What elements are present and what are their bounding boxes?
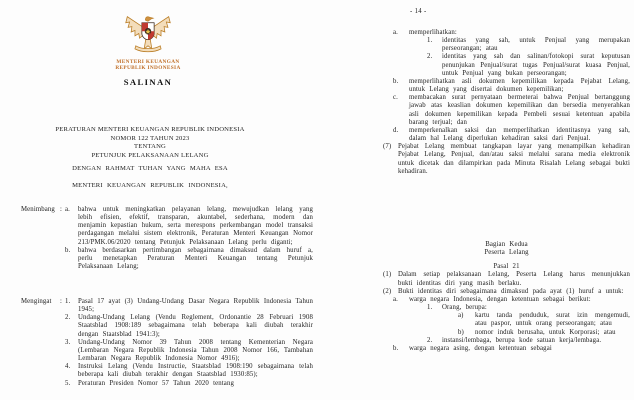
title-line-3: TENTANG bbox=[133, 143, 166, 151]
list-item-text: Bukti identitas diri sebagaimana dimaksud pada ayat (1) huruf a untuk: bbox=[398, 287, 624, 295]
list-marker: b. bbox=[393, 77, 399, 85]
list-item bbox=[383, 143, 630, 176]
list-item-text: instansi/lembaga, berupa kode satuan kerja/lembaga. bbox=[442, 336, 602, 344]
list-item bbox=[427, 337, 630, 345]
list-item-text: memperlihatkan asli dokumen kepemilikan kepada Pejabat Lelang, untuk Lelang yang disertai dokumen kepemilikan; bbox=[409, 77, 630, 94]
list-item bbox=[393, 296, 630, 304]
list-item-text: memperkenalkan saksi dan memperlihatkan identitasnya yang sah, dalam hal Lelang diperlukan kehadiran saksi dari Penjual. bbox=[409, 126, 630, 143]
list-item-text: Pasal 17 ayat (3) Undang-Undang Dasar Negara Republik Indonesia Tahun 1945; bbox=[78, 298, 313, 314]
letterhead bbox=[0, 10, 296, 87]
list-item bbox=[65, 339, 313, 363]
list-marker: 2. bbox=[427, 336, 433, 344]
mengingat-section bbox=[21, 298, 313, 388]
title-line-4: PETUNJUK PELAKSANAAN LELANG bbox=[91, 151, 209, 159]
list-item bbox=[65, 206, 313, 247]
list-marker: 1. bbox=[427, 304, 433, 312]
list-item-text: Peraturan Presiden Nomor 57 Tahun 2020 tentang bbox=[78, 379, 234, 387]
list-item bbox=[458, 329, 630, 337]
list-marker: c. bbox=[393, 94, 398, 102]
page-right bbox=[380, 0, 634, 400]
copy-label: SALINAN bbox=[123, 76, 173, 87]
list-item bbox=[65, 247, 313, 271]
regulation-title bbox=[0, 126, 300, 160]
list-item bbox=[393, 29, 630, 37]
list-marker: b. bbox=[393, 344, 399, 352]
list-item bbox=[458, 312, 630, 328]
list-marker: (7) bbox=[383, 143, 392, 151]
ministry-name-line2: REPUBLIK INDONESIA bbox=[115, 65, 181, 72]
mengingat-colon: : bbox=[60, 298, 63, 305]
list-item-text: warga negara Indonesia, dengan ketentuan sebagai berikut: bbox=[409, 295, 591, 303]
list-item-text: Undang-Undang Lelang (Vendu Reglement, Ordonantie 28 Februari 1908 Staatsblad 1908:189 sebagaimana telah beberapa kali diubah terakhir dengan Staatsblad 1941:3); bbox=[78, 314, 313, 338]
list-item bbox=[65, 363, 313, 379]
list-marker: a) bbox=[458, 312, 464, 320]
list-marker: 5. bbox=[65, 379, 71, 387]
list-marker: 2. bbox=[427, 53, 433, 61]
pasal-heading: Pasal 21 bbox=[493, 263, 520, 271]
title-line-1: PERATURAN MENTERI KEUANGAN REPUBLIK INDONESIA bbox=[55, 126, 245, 133]
list-item-text: identitas yang sah, untuk Penjual yang merupakan perseorangan; atau bbox=[442, 37, 630, 53]
section-heading-line1: Bagian Kedua bbox=[485, 241, 528, 248]
mengingat-label: Mengingat bbox=[21, 298, 52, 305]
list-marker: 4. bbox=[65, 363, 71, 371]
list-marker: a. bbox=[393, 29, 398, 36]
list-item-text: identitas yang sah dan salinan/fotokopi surat keputusan penunjukan Penjual/surat tugas Penjual/surat kuasa Penjual, untuk Penjual yang bukan perseorangan; bbox=[442, 53, 630, 77]
right-upper-list bbox=[383, 29, 630, 176]
list-item-text: Undang-Undang Nomor 39 Tahun 2008 tentang Kementerian Negara (Lembaran Negara Republik Indonesia Tahun 2008 Nomor 166, Tambahan Lembaran Negara Republik Indonesia Nomor 4916); bbox=[78, 338, 313, 363]
list-marker: (1) bbox=[383, 271, 392, 279]
page-number: - 14 - bbox=[410, 8, 427, 15]
list-item bbox=[393, 345, 630, 353]
list-item bbox=[427, 37, 630, 53]
list-item bbox=[383, 271, 630, 287]
list-marker: a. bbox=[393, 295, 398, 303]
list-item bbox=[427, 53, 630, 77]
list-item-text: memperlihatkan: bbox=[409, 29, 457, 36]
list-marker: d. bbox=[393, 126, 399, 134]
list-marker: 1. bbox=[65, 298, 71, 305]
list-item bbox=[65, 314, 313, 338]
list-item-text: Pejabat Lelang membuat tangkapan layar yang menampilkan kehadiran Pejabat Lelang, Penjual, dan/atau saksi melalui sarana media elektronik untuk dicetak dan dilampirkan pada Minuta Risalah Lelang sebagai bukti kehadiran. bbox=[398, 143, 630, 175]
list-item bbox=[65, 298, 313, 314]
list-item bbox=[427, 304, 630, 312]
ministry-name-line1: MENTERI KEUANGAN bbox=[116, 59, 180, 65]
list-item-text: bahwa berdasarkan pertimbangan sebagaimana dimaksud dalam huruf a, perlu menetapkan Peraturan Menteri Keuangan tentang Petunjuk Pelaksanaan Lelang; bbox=[78, 246, 313, 271]
menimbang-colon: : bbox=[60, 206, 63, 213]
list-item bbox=[393, 78, 630, 94]
list-item-text: Dalam setiap pelaksanaan Lelang, Peserta Lelang harus menunjukkan bukti identitas diri yang masih berlaku. bbox=[398, 271, 630, 287]
section-heading-line2: Peserta Lelang bbox=[484, 249, 529, 257]
list-marker: b. bbox=[65, 246, 71, 254]
menimbang-section bbox=[21, 206, 313, 271]
list-item-text: kartu tanda penduduk, surat izin mengemudi, atau paspor, untuk orang perseorangan; atau bbox=[475, 312, 630, 328]
list-item bbox=[383, 288, 630, 296]
list-marker: a. bbox=[65, 206, 70, 213]
title-line-2: NOMOR 122 TAHUN 2023 bbox=[110, 134, 190, 142]
list-marker: 3. bbox=[65, 338, 71, 346]
list-marker: 2. bbox=[65, 314, 71, 322]
list-item-text: Instruksi Lelang (Vendu Instructie, Staatsblad 1908:190 sebagaimana telah beberapa kali diubah terakhir dengan Staatsblad 1930:85); bbox=[78, 363, 313, 379]
list-item-text: Orang, berupa: bbox=[442, 304, 487, 312]
motto-line: DENGAN RAHMAT TUHAN YANG MAHA ESA bbox=[72, 165, 228, 172]
list-marker: 1. bbox=[427, 37, 433, 45]
right-lower-block bbox=[383, 241, 630, 353]
list-item bbox=[65, 380, 313, 388]
list-item-text: warga negara asing, dengan ketentuan sebagai bbox=[409, 344, 552, 352]
list-item bbox=[393, 127, 630, 143]
garuda-pancasila-emblem-icon bbox=[125, 10, 171, 59]
authority-line: MENTERI KEUANGAN REPUBLIK INDONESIA, bbox=[72, 182, 228, 189]
menimbang-label: Menimbang bbox=[21, 206, 55, 213]
list-item-text: bahwa untuk meningkatkan pelayanan lelang, mewujudkan lelang yang lebih efisien, efektif, transparan, akuntabel, sederhana, modern dan menjamin kepastian hukum, serta merespons perkembangan model transaksi perdagangan melalui sistem elektronik, Peraturan Menteri Keuangan Nomor 213/PMK.06/2020 tentang Petunjuk Pelaksanaan Lelang perlu diganti; bbox=[78, 206, 313, 246]
list-item bbox=[393, 94, 630, 127]
list-marker: b) bbox=[458, 328, 464, 336]
list-item-text: nomor induk berusaha, untuk Korporasi; atau bbox=[475, 328, 616, 336]
list-item-text: membacakan surat pernyataan bermeterai bahwa Penjual bertanggung jawab atas keaslian dokumen kepemilikan dan bersedia menyerahkan asli dokumen kepemilikan kepada Pembeli sesuai ketentuan apabila barang terjual; dan bbox=[409, 94, 630, 126]
list-marker: (2) bbox=[383, 287, 392, 295]
